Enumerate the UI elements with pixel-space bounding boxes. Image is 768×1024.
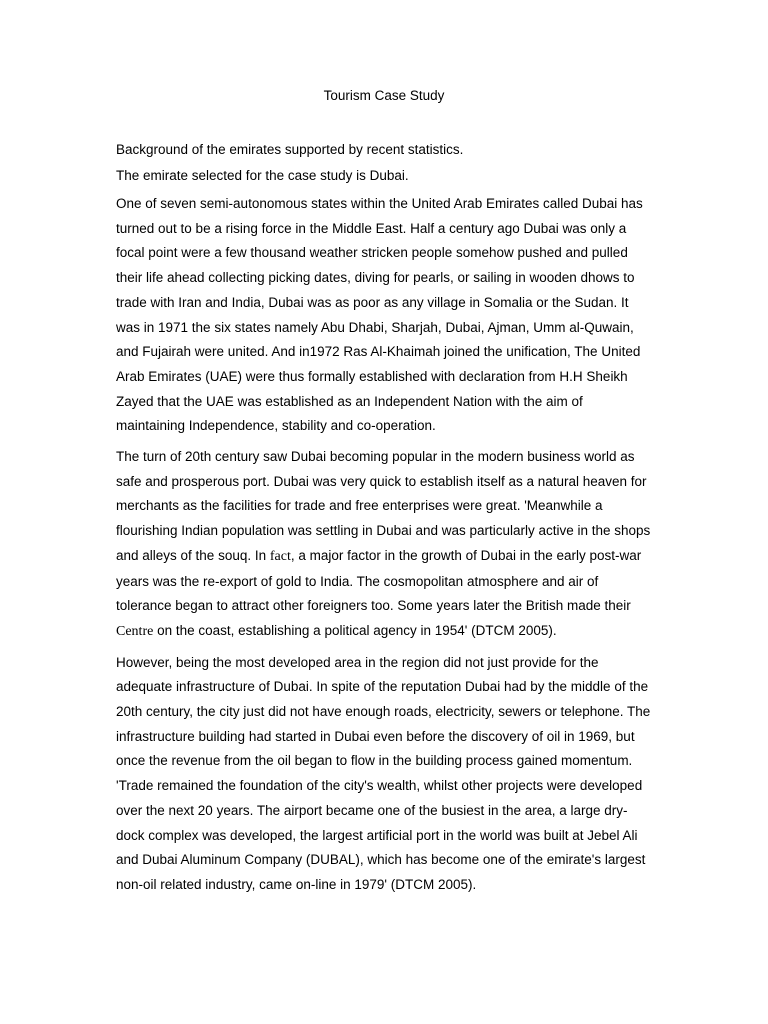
trade-paragraph-word-fact: fact xyxy=(269,548,291,564)
trade-paragraph-text-2: , a major factor in the growth of Dubai in the early post-war years was the re-export of gold to India. The cosmopolitan atmosphere and air of tolerance began to attract other foreigners too. Some years later the British made their xyxy=(116,547,642,614)
infrastructure-paragraph: However, being the most developed area in the region did not just provide for the adequate infrastructure of Dubai. In spite of the reputation Dubai had by the middle of the 20th century, the city just did not have enough roads, electricity, sewers or telephone. The infrastructure building had started in Dubai even before the discovery of oil in 1969, but once the revenue from the oil began to flow in the building process gained momentum. 'Trade remained the foundation of the city's wealth, whilst other projects were developed over the next 20 years. The airport became one of the busiest in the area, a large dry-dock complex was developed, the largest artificial port in the world was built at Jebel Ali and Dubai Aluminum Company (DUBAL), which has become one of the emirate's largest non-oil related industry, came on-line in 1979' (DTCM 2005). xyxy=(116,654,651,892)
trade-paragraph xyxy=(116,445,654,645)
page-title: Tourism Case Study xyxy=(323,88,445,103)
trade-paragraph-text-1: The turn of 20th century saw Dubai becoming popular in the modern business world as safe and prosperous port. Dubai was very quick to establish itself as a natural heaven for merchants as the facilities for trade and free enterprises were great. 'Meanwhile a flourishing Indian population was settling in Dubai and was particularly active in the shops and alleys of the souq. In xyxy=(116,449,651,563)
document-body xyxy=(116,140,654,904)
history-paragraph: One of seven semi-autonomous states within the United Arab Emirates called Dubai has turned out to be a rising force in the Middle East. Half a century ago Dubai was only a focal point were a few thousand weather stricken people somehow pushed and pulled their life ahead collecting picking dates, diving for pearls, or sailing in wooden dhows to trade with Iran and India, Dubai was as poor as any village in Somalia or the Sudan. It was in 1971 the six states namely Abu Dhabi, Sharjah, Dubai, Ajman, Umm al-Quwain, and Fujairah were united. And in1972 Ras Al-Khaimah joined the unification, The United Arab Emirates (UAE) were thus formally established with declaration from H.H Sheikh Zayed that the UAE was established as an Independent Nation with the aim of maintaining Independence, stability and co-operation. xyxy=(116,196,643,434)
trade-paragraph-text-3: on the coast, establishing a political agency in 1954' (DTCM 2005). xyxy=(153,622,557,638)
intro-paragraph: Background of the emirates supported by recent statistics. xyxy=(116,142,464,157)
selected-emirate-paragraph: The emirate selected for the case study is Dubai. xyxy=(116,168,409,183)
trade-paragraph-word-centre: Centre xyxy=(116,623,154,639)
